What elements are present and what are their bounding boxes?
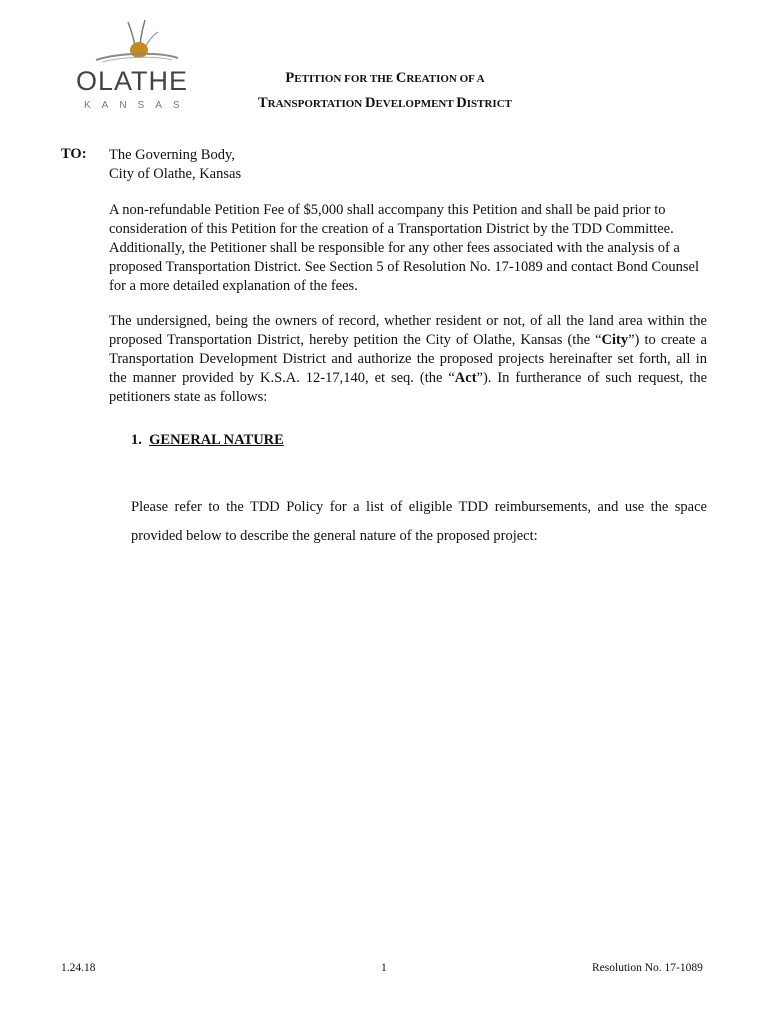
section-1-instructions: Please refer to the TDD Policy for a list of eligible TDD reimbursements, and use the space provided below to describe the general nature of the proposed project: xyxy=(131,499,707,544)
title-line-1: PETITION FOR THE CREATION OF A xyxy=(285,70,485,86)
petition-fee-paragraph: A non-refundable Petition Fee of $5,000 shall accompany this Petition and shall be paid prior to consideration of this Petition for the creation of a Transportation District by the TDD Committee. Additionally, the Petitioner shall be responsible for any other fees associated with the analysis of a proposed Transportation District. See Section 5 of Resolution No. 17-1089 and contact Bond Counsel for a more detailed explanation of the fees. xyxy=(109,202,700,294)
footer-date: 1.24.18 xyxy=(61,962,96,974)
to-label: TO: xyxy=(61,146,87,162)
section-1-heading: 1. GENERAL NATURE xyxy=(131,432,284,448)
city-term: City xyxy=(601,332,629,348)
footer-resolution: Resolution No. 17-1089 xyxy=(592,962,703,974)
logo-state: KANSAS xyxy=(84,100,191,111)
addressee-line-2: City of Olathe, Kansas xyxy=(109,166,242,182)
logo-wordmark: OLATHE xyxy=(75,66,189,96)
footer-page-number: 1 xyxy=(381,962,387,974)
olathe-logo xyxy=(66,14,196,111)
document-title xyxy=(200,66,570,116)
act-term: Act xyxy=(454,370,477,386)
addressee xyxy=(109,146,241,184)
logo-emblem-icon xyxy=(66,14,196,74)
undersigned-paragraph: The undersigned, being the owners of record, whether resident or not, of all the land area within the proposed Transportation District, hereby petition the City of Olathe, Kansas (the “City”) to create a Transportation Development District and authorize the proposed projects hereinafter set forth, all in the manner provided by K.S.A. 12-17,140, et seq. (the “Act”). In furtherance of such request, the petitioners state as follows: xyxy=(109,313,707,405)
addressee-line-1: The Governing Body, xyxy=(109,147,235,163)
title-line-2: TRANSPORTATION DEVELOPMENT DISTRICT xyxy=(258,95,512,111)
